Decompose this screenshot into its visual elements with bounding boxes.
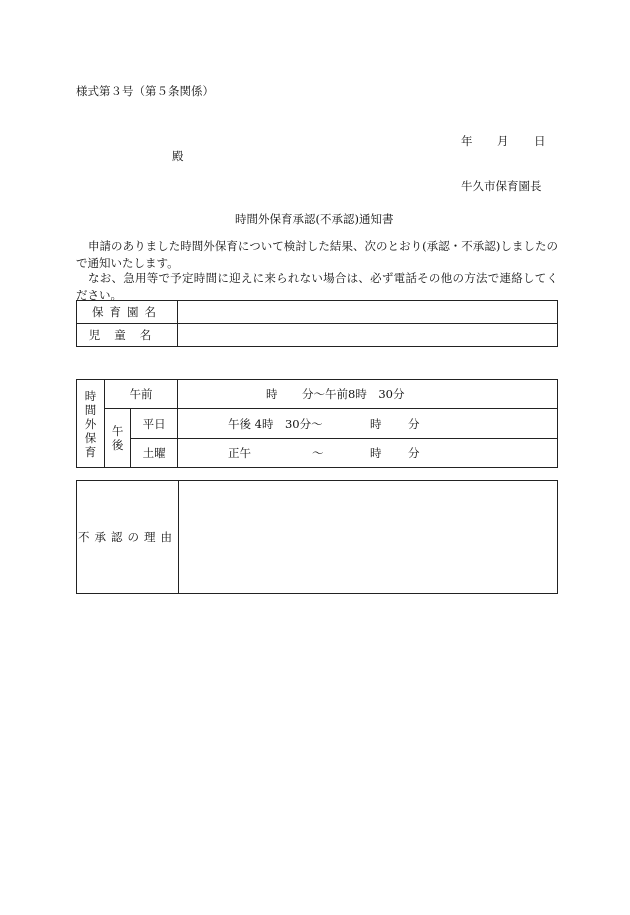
- school-name-label: 保育園名: [77, 301, 178, 324]
- document-title: 時間外保育承認(不承認)通知書: [235, 212, 394, 226]
- saturday-time-field[interactable]: 正午 ～ 時 分: [178, 439, 558, 468]
- weekday-time-field[interactable]: 午後 4時 30分～ 時 分: [178, 409, 558, 439]
- addressee-suffix: 殿: [172, 149, 184, 163]
- child-name-label: 児童名: [77, 324, 178, 347]
- date-day-label: 日: [534, 134, 546, 148]
- date-year-label: 年: [461, 134, 473, 148]
- body-paragraph-1: 申請のありました時間外保育について検討した結果、次のとおり(承認・不承認)しましたので通知いたします。: [76, 239, 558, 270]
- sender-name: 牛久市保育園長: [461, 179, 542, 193]
- school-name-field[interactable]: [178, 301, 558, 324]
- am-label: 午前: [105, 380, 178, 409]
- reason-table: [76, 480, 558, 594]
- am-time-field[interactable]: 時 分～午前8時 30分: [178, 380, 558, 409]
- info-table: [76, 300, 558, 347]
- extended-care-label: 時 間 外 保 育: [77, 380, 105, 468]
- date-month-label: 月: [497, 134, 509, 148]
- reason-field[interactable]: [179, 481, 558, 594]
- hours-table: [76, 379, 558, 468]
- body-paragraph-2: なお、急用等で予定時間に迎えに来られない場合は、必ず電話その他の方法で連絡してください。: [76, 271, 558, 302]
- child-name-field[interactable]: [178, 324, 558, 347]
- weekday-label: 平日: [131, 409, 178, 439]
- pm-label: 午 後: [105, 409, 131, 468]
- saturday-label: 土曜: [131, 439, 178, 468]
- reason-label: 不承認の理由: [77, 481, 179, 594]
- form-number: 様式第３号（第５条関係）: [76, 84, 214, 98]
